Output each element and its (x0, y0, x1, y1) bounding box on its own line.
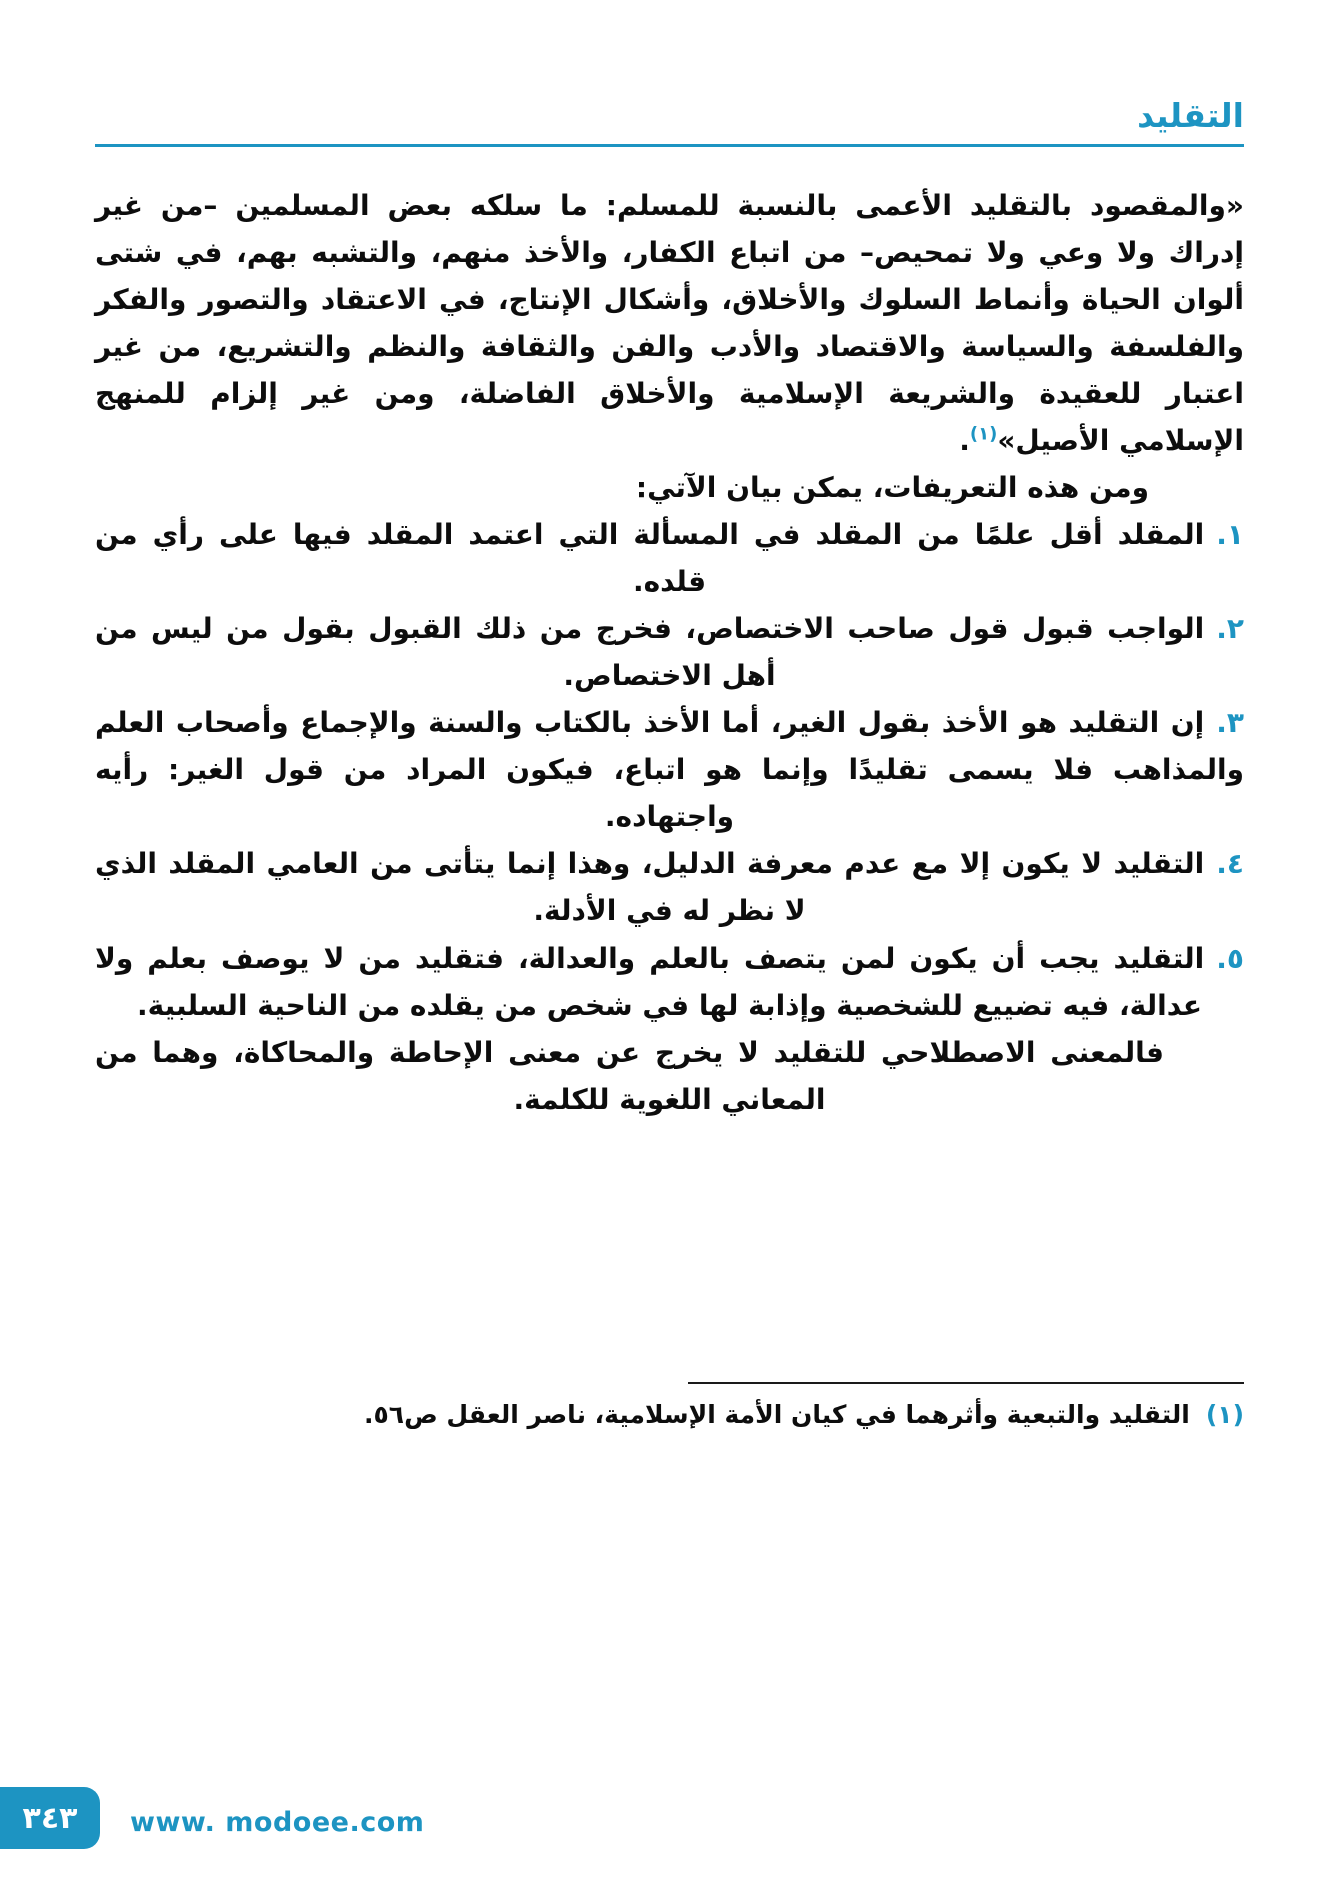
list-item-text: الواجب قبول قول صاحب الاختصاص، فخرج من ذلك القبول بقول من ليس من أهل الاختصاص. (95, 612, 1205, 693)
closing-paragraph: فالمعنى الاصطلاحي للتقليد لا يخرج عن معنى الإحاطة والمحاكاة، وهما من المعاني اللغوية للكلمة. (95, 1035, 1164, 1116)
footnote-text: التقليد والتبعية وأثرهما في كيان الأمة الإسلامية، ناصر العقل ص٥٦. (364, 1400, 1190, 1429)
page-number: ٣٤٣ (22, 1800, 78, 1836)
list-item (95, 840, 1244, 934)
list-item-number: ٤. (1216, 847, 1244, 881)
list-item-number: ٢. (1216, 612, 1244, 646)
footnote-area (95, 1382, 1244, 1429)
footnote-ref: (١) (969, 423, 998, 445)
definition-text: «والمقصود بالتقليد الأعمى بالنسبة للمسلم: ما سلكه بعض المسلمين –من غير إدراك ولا وعي ولا تمحيص– من اتباع الكفار، والأخذ منهم، والتشبه بهم، في شتى ألوان الحياة وأنماط السلوك والأخلاق، وأشكال الإنتاج، في الاعتقاد والتصور والفكر والفلسفة والسياسة والاقتصاد والأدب والفن والثقافة والنظم والتشريع، من غير اعتبار للعقيدة والشريعة الإسلامية والأخلاق الفاضلة، ومن غير إلزام للمنهج الإسلامي الأصيل» (95, 189, 1244, 458)
footnote (95, 1384, 1244, 1429)
list-item (95, 935, 1244, 1029)
list-item-text: إن التقليد هو الأخذ بقول الغير، أما الأخذ بالكتاب والسنة والإجماع وأصحاب العلم والمذاهب فلا يسمى تقليدًا وإنما هو اتباع، فيكون المراد من قول الغير: رأيه واجتهاده. (95, 706, 1244, 834)
website-link[interactable]: www. modoee.com (130, 1807, 425, 1838)
sentence-period: . (959, 424, 970, 458)
page-content (95, 182, 1244, 1123)
chapter-title: التقليد (1137, 96, 1244, 135)
list-item (95, 699, 1244, 840)
page-number-tab (0, 1787, 100, 1849)
definition-paragraph (95, 182, 1244, 464)
list-item-number: ٥. (1216, 941, 1244, 975)
numbered-list (95, 511, 1244, 1028)
page-header (95, 96, 1244, 147)
list-item-number: ٣. (1216, 706, 1244, 740)
list-item-text: التقليد يجب أن يكون لمن يتصف بالعلم والعدالة، فتقليد من لا يوصف بعلم ولا عدالة، فيه تضييع للشخصية وإذابة لها في شخص من يقلده من الناحية السلبية. (95, 941, 1205, 1022)
list-item-text: المقلد أقل علمًا من المقلد في المسألة التي اعتمد المقلد فيها على رأي من قلده. (95, 518, 1205, 599)
intro-line: ومن هذه التعريفات، يمكن بيان الآتي: (635, 471, 1149, 505)
footnote-marker: (١) (1205, 1400, 1244, 1429)
list-item (95, 605, 1244, 699)
header-rule (95, 144, 1244, 147)
list-item (95, 511, 1244, 605)
list-item-number: ١. (1216, 518, 1244, 552)
list-item-text: التقليد لا يكون إلا مع عدم معرفة الدليل، وهذا إنما يتأتى من العامي المقلد الذي لا نظر له في الأدلة. (95, 847, 1205, 928)
